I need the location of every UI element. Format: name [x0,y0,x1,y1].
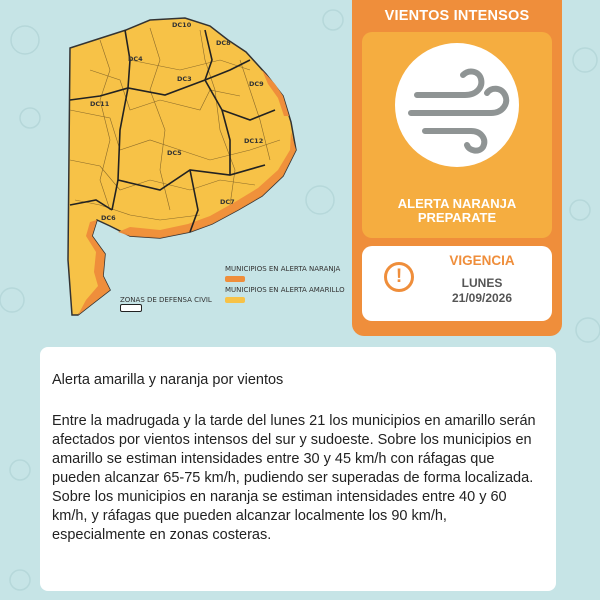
alert-level-box [362,32,552,238]
card-body: Entre la madrugada y la tarde del lunes 21 los municipios en amarillo serán afectados por vientos intensos del sur y sudoeste. Sobre los municipios en amarillo se estiman intensidades entre 30 y 45 km/h con ráfagas que pueden alcanzar 65-75 km/h, pudiendo ser superadas de forma localizada. Sobre los municipios en naranja se estiman intensidades entre 40 y 60 km/h, y ráfagas que pueden alcanzar localmente los 90 km/h, especialmente en zonas costeras. [52,413,536,543]
district-label-dc4: DC4 [128,55,143,63]
district-label-dc6: DC6 [101,214,116,222]
vigencia-title: VIGENCIA [449,253,515,268]
panel-title: VIENTOS INTENSOS [384,8,530,24]
district-label-dc3: DC3 [177,75,192,83]
legend-naranja [225,265,341,283]
alert-level-title: ALERTA NARANJA [397,196,517,211]
wind-icon-circle [395,43,519,167]
district-label-dc12: DC12 [244,137,264,145]
description-card [40,347,556,591]
district-label-dc10: DC10 [172,21,192,29]
alert-level-action: PREPARATE [417,210,497,225]
vigencia-box [362,246,552,321]
vigencia-day: LUNES [461,276,503,290]
legend-civil [120,296,212,312]
legend-amarillo-swatch [225,297,245,303]
legend-civil-swatch [120,304,142,312]
legend-civil-label: ZONAS DE DEFENSA CIVIL [120,296,212,304]
legend-naranja-swatch [225,276,245,282]
card-heading: Alerta amarilla y naranja por vientos [52,372,284,388]
legend-amarillo [225,286,345,304]
district-label-dc8: DC8 [216,39,231,47]
legend-naranja-label: MUNICIPIOS EN ALERTA NARANJA [225,265,341,273]
district-label-dc7: DC7 [220,198,235,206]
wind-icon [395,43,519,167]
alert-level-text [362,197,552,225]
legend-amarillo-label: MUNICIPIOS EN ALERTA AMARILLO [225,286,345,294]
vigencia-date: 21/09/2026 [451,291,513,305]
province-map [0,0,360,340]
district-label-dc11: DC11 [90,100,110,108]
alert-panel [352,0,562,336]
district-label-dc9: DC9 [249,80,264,88]
exclamation-icon: ! [384,262,414,292]
district-label-dc5: DC5 [167,149,182,157]
